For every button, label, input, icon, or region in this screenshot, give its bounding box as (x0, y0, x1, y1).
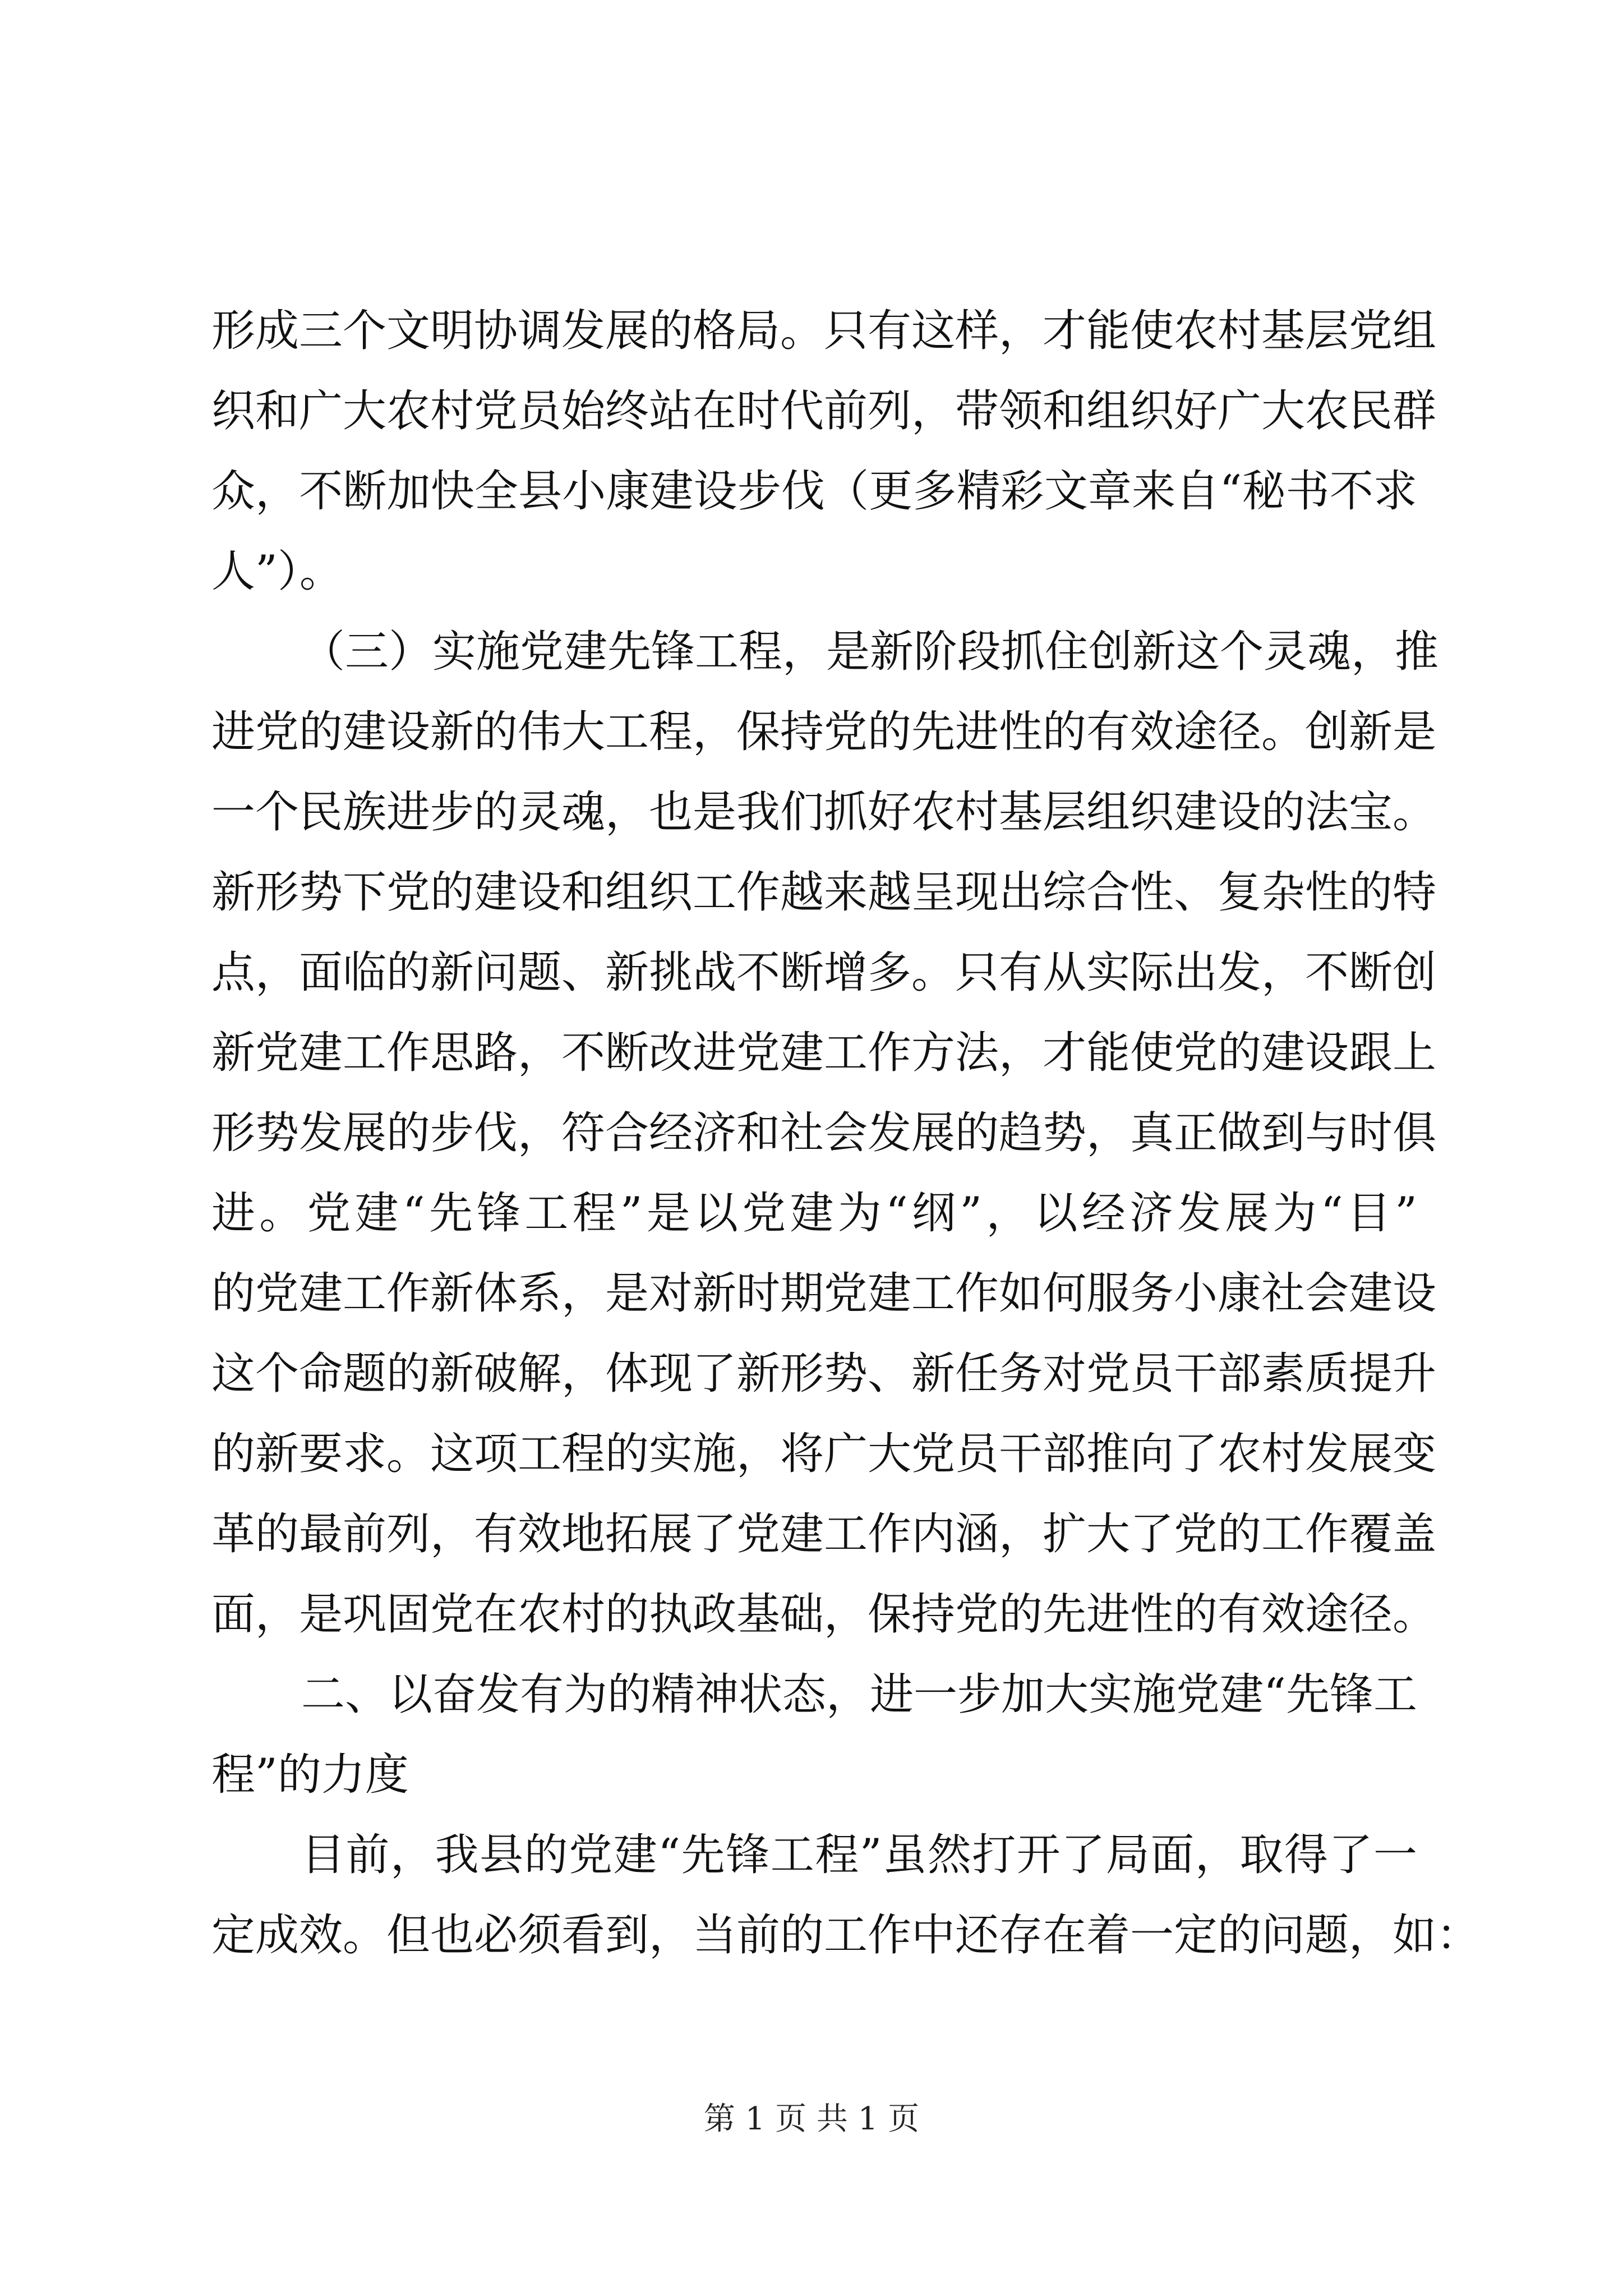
text-line: 织和广大农村党员始终站在时代前列，带领和组织好广大农民群 (211, 386, 1437, 436)
text-line: 新党建工作思路，不断改进党建工作方法，才能使党的建设跟上 (211, 1028, 1437, 1078)
text-line: 革的最前列，有效地拓展了党建工作内涵，扩大了党的工作覆盖 (211, 1509, 1437, 1559)
text-line: 点，面临的新问题、新挑战不断增多。只有从实际出发，不断创 (211, 947, 1437, 998)
text-line: 新形势下党的建设和组织工作越来越呈现出综合性、复杂性的特 (211, 867, 1437, 918)
text-line: 定成效。但也必须看到，当前的工作中还存在着一定的问题，如： (211, 1910, 1481, 1961)
text-line: 这个命题的新破解，体现了新形势、新任务对党员干部素质提升 (211, 1349, 1437, 1399)
text-line: 形成三个文明协调发展的格局。只有这样，才能使农村基层党组 (211, 306, 1437, 356)
text-line: 面，是巩固党在农村的执政基础，保持党的先进性的有效途径。 (211, 1589, 1437, 1640)
text-line: 目前，我县的党建“先锋工程”虽然打开了局面，取得了一 (301, 1830, 1417, 1880)
section-heading-line: 程”的力度 (211, 1750, 409, 1800)
section-heading-line: 二、以奋发有为的精神状态，进一步加大实施党建“先锋工 (301, 1669, 1417, 1720)
text-line: 的新要求。这项工程的实施，将广大党员干部推向了农村发展变 (211, 1429, 1437, 1479)
text-line: 形势发展的步伐，符合经济和社会发展的趋势，真正做到与时俱 (211, 1108, 1437, 1158)
page-footer: 第 1 页 共 1 页 (703, 2101, 920, 2137)
text-line: 人”）。 (211, 546, 343, 597)
text-line: 众，不断加快全县小康建设步伐（更多精彩文章来自“秘书不求 (211, 466, 1417, 517)
text-line: 一个民族进步的灵魂，也是我们抓好农村基层组织建设的法宝。 (211, 787, 1437, 838)
text-line: 的党建工作新体系，是对新时期党建工作如何服务小康社会建设 (211, 1268, 1437, 1319)
text-line: 进党的建设新的伟大工程，保持党的先进性的有效途径。创新是 (211, 707, 1437, 757)
text-line: （三）实施党建先锋工程，是新阶段抓住创新这个灵魂，推 (301, 627, 1439, 677)
text-line: 进。党建“先锋工程”是以党建为“纲”，以经济发展为“目” (211, 1188, 1417, 1239)
